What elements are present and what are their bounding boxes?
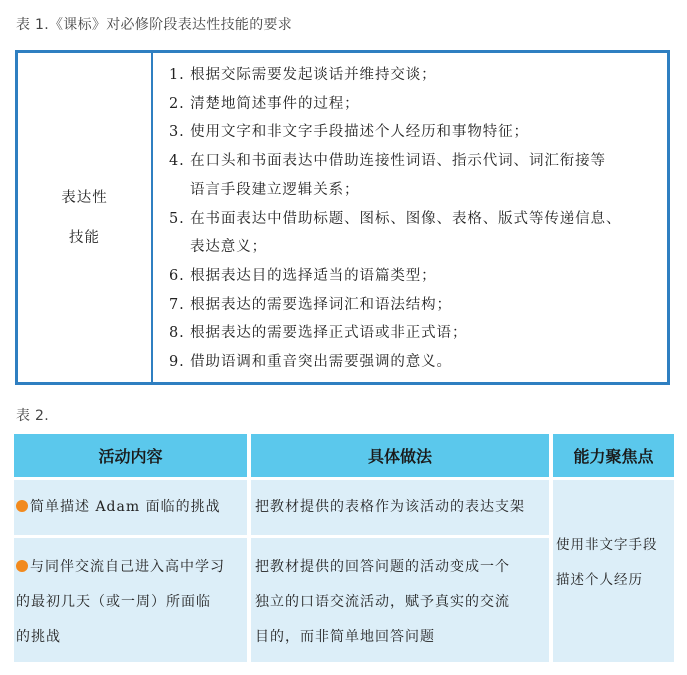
requirements-list — [153, 53, 667, 382]
bullet-icon — [16, 560, 28, 572]
table2-caption: 表 2. — [16, 408, 50, 424]
requirement-item: 8. 根据表达的需要选择正式语或非正式语； — [169, 325, 468, 342]
requirement-item: 7. 根据表达的需要选择词汇和语法结构； — [169, 296, 452, 313]
table-row-2-activity: 与同伴交流自己进入高中学习 的最初几天（或一周）所面临 的挑战 — [14, 538, 247, 662]
table-row-1-activity: 简单描述 Adam 面临的挑战 — [14, 480, 247, 535]
activity-table — [14, 434, 674, 662]
requirement-item: 2. 清楚地简述事件的过程； — [169, 95, 360, 112]
requirement-item: 3. 使用文字和非文字手段描述个人经历和事物特征； — [169, 124, 529, 141]
requirement-item: 1. 根据交际需要发起谈话并维持交谈； — [169, 67, 437, 83]
requirement-item: 6. 根据表达目的选择适当的语篇类型； — [169, 267, 437, 284]
header-method: 具体做法 — [251, 434, 549, 477]
table1-caption: 表 1.《课标》对必修阶段表达性技能的要求 — [16, 17, 293, 33]
requirement-item: 4. 在口头和书面表达中借助连接性词语、指示代词、词汇衔接等 语言手段建立逻辑关系； — [169, 153, 606, 198]
table-row-1-method: 把教材提供的表格作为该活动的表达支架 — [251, 480, 549, 535]
requirement-item: 5. 在书面表达中借助标题、图标、图像、表格、版式等传递信息、 表达意义； — [169, 210, 622, 256]
table-row-2-method: 把教材提供的回答问题的活动变成一个 独立的口语交流活动，赋予真实的交流 目的，而非简单地回答问题 — [251, 538, 549, 662]
bullet-icon — [16, 500, 28, 512]
focus-cell: 使用非文字手段 描述个人经历 — [553, 480, 674, 662]
requirement-item: 9. 借助语调和重音突出需要强调的意义。 — [169, 354, 452, 371]
header-focus: 能力聚焦点 — [553, 434, 674, 477]
category-label-line1: 表达性 — [61, 189, 108, 206]
requirements-table — [15, 50, 670, 385]
header-activity: 活动内容 — [14, 434, 247, 477]
category-cell — [18, 53, 153, 382]
category-label-line2: 技能 — [69, 229, 100, 246]
